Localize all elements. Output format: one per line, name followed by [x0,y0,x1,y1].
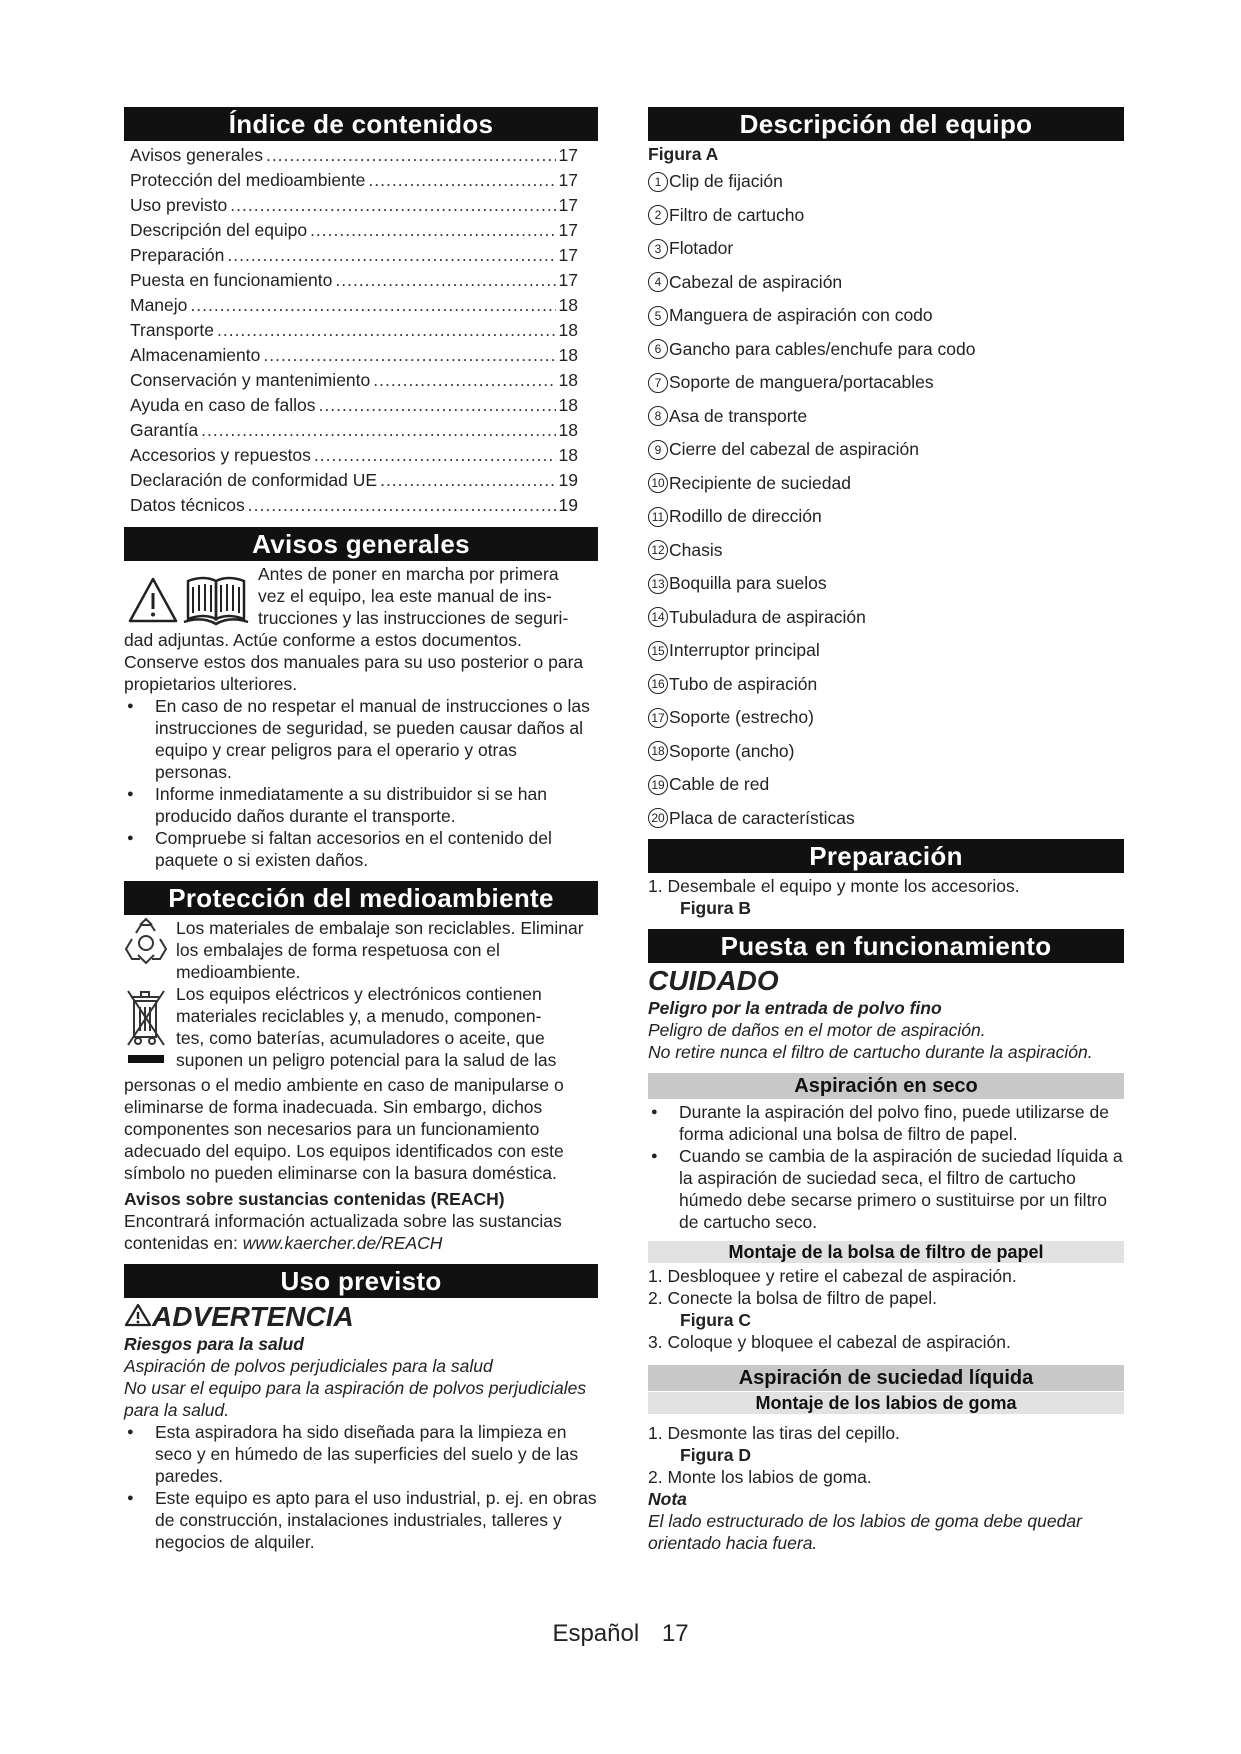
weee-block [124,983,598,1074]
toc-entry[interactable] [124,418,598,443]
note-title: Nota [648,1489,687,1509]
component-label: Manguera de aspiración con codo [669,305,933,326]
toc-entry-page: 18 [558,370,578,390]
avisos-heading: Avisos generales [124,527,598,561]
toc-leader-dots [248,493,556,518]
component-label: Interruptor principal [669,640,820,661]
toc-leader-dots [230,193,555,218]
component-item [648,534,1124,568]
toc-leader-dots [227,243,555,268]
figure-b-label: Figura B [680,898,751,918]
component-label: Filtro de cartucho [669,204,805,225]
preparacion-heading: Preparación [648,839,1124,873]
weee-line: materiales reciclables y, a menudo, componen- [176,1006,542,1026]
left-column [124,107,598,1553]
toc-entry-label: Datos técnicos [130,495,245,515]
toc-entry-label: Manejo [130,295,188,315]
component-label: Soporte (estrecho) [669,707,814,728]
medio-heading: Protección del medioambiente [124,881,598,915]
toc-leader-dots [314,443,556,468]
toc-entry[interactable] [124,493,598,518]
component-label: Boquilla para suelos [669,573,827,594]
recycle-text: Los materiales de embalaje son reciclables. Eliminar los embalajes de forma respetuosa con el medioambiente. [176,918,584,982]
risk-text: No usar el equipo para la aspiración de polvos perjudiciales para la salud. [124,1378,587,1420]
uso-bullets [124,1421,598,1553]
dry-heading: Aspiración en seco [648,1073,1124,1099]
component-item [648,668,1124,702]
component-number: 12 [648,540,668,560]
toc-entry-label: Protección del medioambiente [130,170,366,190]
toc-entry[interactable] [124,468,598,493]
step-item: 3. Coloque y bloquee el cabezal de aspiración. [648,1332,1011,1352]
recycle-block [124,917,598,983]
toc-leader-dots [266,143,556,168]
component-number: 9 [648,440,668,460]
component-number: 8 [648,406,668,426]
figure-a-label: Figura A [648,144,719,164]
danger-sub: Peligro de daños en el motor de aspiración. [648,1020,986,1040]
reach-title: Avisos sobre sustancias contenidas (REACH) [124,1189,505,1209]
step-item: 1. Desmonte las tiras del cepillo. [648,1423,900,1443]
manual-book-icon [184,578,248,624]
component-item [648,768,1124,802]
component-label: Clip de fijación [669,171,783,192]
figure-d-label: Figura D [680,1445,751,1465]
weee-rest: personas o el medio ambiente en caso de manipularse o eliminarse de forma inadecuada. Sin embargo, dichos componentes son necesarios para un funcionamiento adecuado del equipo. Los equipos identificados con este símbolo no pueden eliminarse con la basura doméstica. [124,1075,564,1183]
list-item: ● Este equipo es apto para el uso industrial, p. ej. en obras de construcción, instalaciones industriales, talleres y negocios de alquiler. [124,1487,598,1553]
risk-title: Riesgos para la salud [124,1334,304,1354]
toc-entry-label: Transporte [130,320,214,340]
component-item [648,567,1124,601]
component-item [648,266,1124,300]
toc-entry-page: 17 [558,170,578,190]
toc-entry-page: 18 [558,345,578,365]
footer-page-number: 17 [661,1620,689,1647]
uso-heading: Uso previsto [124,1264,598,1298]
component-label: Tubuladura de aspiración [669,606,866,627]
component-item [648,467,1124,501]
toc-leader-dots [201,418,555,443]
weee-line: Los equipos eléctricos y electrónicos contienen [176,984,542,1004]
component-item [648,433,1124,467]
toc-entry[interactable] [124,393,598,418]
toc-entry[interactable] [124,243,598,268]
toc-entry-page: 19 [558,470,578,490]
reach-link[interactable]: www.kaercher.de/REACH [242,1233,443,1253]
list-item: ● Durante la aspiración del polvo fino, puede utilizarse de forma adicional una bolsa de filtro de papel. [648,1101,1124,1145]
component-item [648,232,1124,266]
avisos-intro-line: Antes de poner en marcha por primera [258,564,559,584]
toc-leader-dots [380,468,555,493]
toc-leader-dots [217,318,556,343]
toc-entry-label: Uso previsto [130,195,228,215]
step-item: 1. Desbloquee y retire el cabezal de aspiración. [648,1266,1017,1286]
toc-entry-page: 17 [558,220,578,240]
step-item: 2. Monte los labios de goma. [648,1467,872,1487]
toc-heading: Índice de contenidos [124,107,598,141]
component-number: 18 [648,741,668,761]
danger-title: Peligro por la entrada de polvo fino [648,998,942,1018]
toc-entry[interactable] [124,293,598,318]
toc-entry[interactable] [124,443,598,468]
component-number: 19 [648,775,668,795]
toc-leader-dots [373,368,555,393]
component-item [648,735,1124,769]
page-footer [0,1620,1241,1648]
toc-leader-dots [319,393,556,418]
component-number: 6 [648,339,668,359]
component-item [648,165,1124,199]
component-label: Rodillo de dirección [669,506,822,527]
component-item [648,500,1124,534]
toc-entry[interactable] [124,268,598,293]
component-number: 4 [648,272,668,292]
toc-leader-dots [263,343,555,368]
toc-leader-dots [368,168,555,193]
toc-entry[interactable] [124,143,598,168]
component-label: Cabezal de aspiración [669,271,843,292]
prep-step-1: 1. Desembale el equipo y monte los accesorios. [648,876,1020,896]
right-column [648,107,1124,1554]
toc-entry-page: 17 [558,270,578,290]
component-number: 17 [648,708,668,728]
component-number: 16 [648,674,668,694]
avisos-intro-line: vez el equipo, lea este manual de ins- [258,586,552,606]
toc-entry-label: Descripción del equipo [130,220,308,240]
warning-book-icons [124,563,258,629]
component-label: Recipiente de suciedad [669,472,851,493]
component-label: Soporte de manguera/portacables [669,372,934,393]
component-item [648,299,1124,333]
list-item: ● En caso de no respetar el manual de instrucciones o las instrucciones de seguridad, se pueden causar daños al equipo y crear peligros para el operario y otras personas. [124,695,598,783]
component-number: 15 [648,641,668,661]
avisos-intro [124,563,598,629]
component-number: 3 [648,239,668,259]
list-item: ● Compruebe si faltan accesorios en el contenido del paquete o si existen daños. [124,827,598,871]
toc-entry-label: Declaración de conformidad UE [130,470,378,490]
toc-entry[interactable] [124,318,598,343]
toc-entry-label: Avisos generales [130,145,263,165]
component-number: 20 [648,808,668,828]
toc-entry-page: 18 [558,320,578,340]
toc-entry-page: 17 [558,195,578,215]
toc-entry[interactable] [124,193,598,218]
toc-list [124,141,598,518]
component-label: Cierre del cabezal de aspiración [669,439,919,460]
toc-entry-label: Garantía [130,420,199,440]
component-label: Cable de red [669,774,770,795]
component-number: 10 [648,473,668,493]
toc-entry-label: Conservación y mantenimiento [130,370,371,390]
component-label: Chasis [669,539,723,560]
component-label: Flotador [669,238,734,259]
component-label: Tubo de aspiración [669,673,818,694]
component-item [648,701,1124,735]
toc-entry-page: 17 [558,245,578,265]
bag-steps [648,1265,1124,1353]
risk-sub: Aspiración de polvos perjudiciales para la salud [124,1356,493,1376]
warning-title: ADVERTENCIA [124,1301,598,1333]
dry-bullets [648,1101,1124,1233]
component-list [648,165,1124,835]
descripcion-heading: Descripción del equipo [648,107,1124,141]
component-item [648,601,1124,635]
component-number: 1 [648,172,668,192]
toc-entry-label: Ayuda en caso de fallos [130,395,316,415]
toc-entry-page: 18 [558,395,578,415]
toc-entry[interactable] [124,343,598,368]
weee-line: suponen un peligro potencial para la salud de las [176,1050,557,1070]
figure-c-label: Figura C [680,1310,751,1330]
component-label: Soporte (ancho) [669,740,795,761]
avisos-intro-line: trucciones y las instrucciones de seguri- [258,608,569,628]
toc-entry-page: 19 [558,495,578,515]
danger-text: No retire nunca el filtro de cartucho durante la aspiración. [648,1042,1093,1062]
component-item [648,634,1124,668]
toc-entry[interactable] [124,368,598,393]
component-item [648,400,1124,434]
component-item [648,199,1124,233]
lips-steps [648,1422,1124,1488]
toc-entry-page: 18 [558,295,578,315]
component-item [648,802,1124,836]
avisos-intro-rest: dad adjuntas. Actúe conforme a estos documentos. Conserve estos dos manuales para su uso posterior o para propietarios ulteriores. [124,630,584,694]
component-number: 14 [648,607,668,627]
puesta-heading: Puesta en funcionamiento [648,929,1124,963]
list-item: ● Informe inmediatamente a su distribuidor si se han producido daños durante el transporte. [124,783,598,827]
recycle-icon [124,917,168,967]
component-item [648,333,1124,367]
toc-entry-label: Preparación [130,245,225,265]
toc-entry-label: Accesorios y repuestos [130,445,311,465]
toc-entry-label: Puesta en funcionamiento [130,270,333,290]
component-number: 13 [648,574,668,594]
warning-triangle-icon [124,1303,152,1327]
wet-heading: Aspiración de suciedad líquida [648,1365,1124,1391]
component-label: Placa de características [669,807,855,828]
step-item: 2. Conecte la bolsa de filtro de papel. [648,1288,937,1308]
toc-leader-dots [190,293,555,318]
toc-entry-label: Almacenamiento [130,345,261,365]
footer-language: Español [552,1620,640,1647]
component-label: Gancho para cables/enchufe para codo [669,338,976,359]
toc-entry-page: 17 [558,145,578,165]
toc-leader-dots [335,268,555,293]
component-number: 11 [648,507,668,527]
caution-title: CUIDADO [648,965,779,996]
toc-entry-page: 18 [558,420,578,440]
toc-leader-dots [310,218,555,243]
avisos-bullets [124,695,598,871]
list-item: ● Esta aspiradora ha sido diseñada para la limpieza en seco y en húmedo de las superficies del suelo y de las paredes. [124,1421,598,1487]
component-label: Asa de transporte [669,405,808,426]
component-number: 7 [648,373,668,393]
component-number: 2 [648,205,668,225]
reach-text: Encontrará información actualizada sobre las sustancias contenidas en: www.kaercher.de/REACH [124,1211,562,1253]
toc-entry[interactable] [124,218,598,243]
toc-entry-page: 18 [558,445,578,465]
component-number: 5 [648,306,668,326]
note-text: El lado estructurado de los labios de goma debe quedar orientado hacia fuera. [648,1511,1082,1553]
component-item [648,366,1124,400]
crossed-bin-icon [124,983,168,1069]
bag-heading: Montaje de la bolsa de filtro de papel [648,1241,1124,1263]
weee-line: tes, como baterías, acumuladores o aceite, que [176,1028,545,1048]
toc-entry[interactable] [124,168,598,193]
list-item: ● Cuando se cambia de la aspiración de suciedad líquida a la aspiración de suciedad seca, el filtro de cartucho húmedo debe secarse primero o sustituirse por un filtro de cartucho seco. [648,1145,1124,1233]
lips-heading: Montaje de los labios de goma [648,1392,1124,1414]
warning-triangle-icon [130,579,176,621]
